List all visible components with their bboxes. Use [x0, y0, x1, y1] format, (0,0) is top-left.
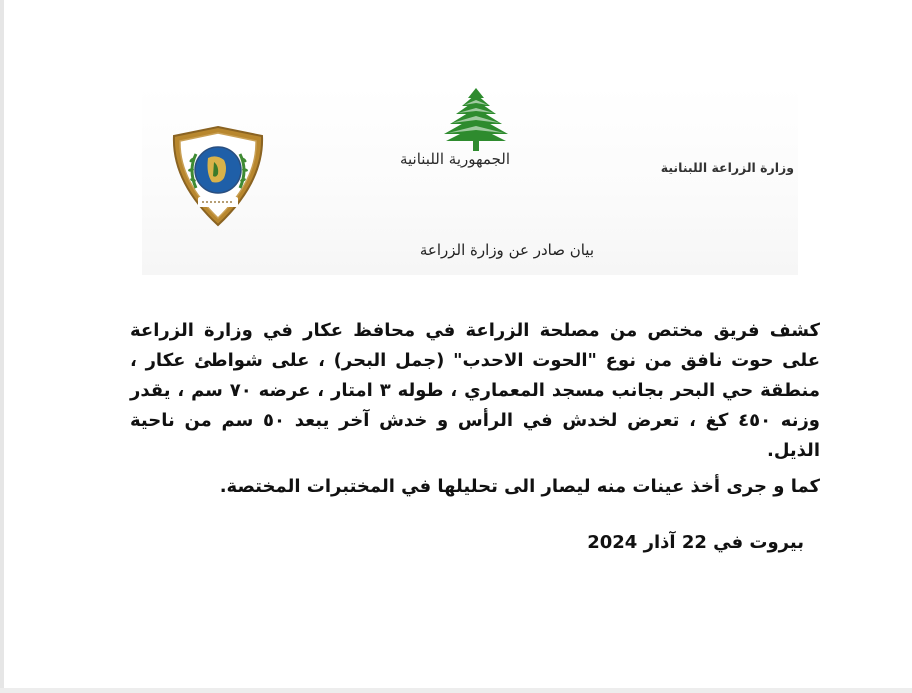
ministry-seal-icon: [166, 124, 270, 228]
statement-paragraph: كما و جرى أخذ عينات منه ليصار الى تحليلها في المختبرات المختصة.: [219, 476, 820, 497]
ministry-name: وزارة الزراعة اللبنانية: [660, 160, 794, 175]
statement-paragraph: كشف فريق مختص من مصلحة الزراعة في محافظ عكار في وزارة الزراعة على حوت نافق من نوع "الحوت الاحدب" (جمل البحر) ، على شواطئ عكار ، منطقة حي البحر بجانب مسجد المعماري ، طوله ٣ امتار ، عرضه ٧٠ سم ، يقدر وزنه ٤٥٠ كغ ، تعرض لخدش في الرأس و خدش آخر يبعد ٥٠ سم من ناحية الذيل.: [130, 320, 821, 461]
dateline: بيروت في 22 آذار 2024: [587, 532, 804, 553]
page-edge-left: [0, 0, 4, 693]
page-edge-bottom: [0, 688, 912, 693]
republic-name: الجمهورية اللبنانية: [399, 150, 511, 168]
cedar-icon: [440, 86, 512, 152]
statement-title: بيان صادر عن وزارة الزراعة: [419, 241, 594, 259]
statement-body: [130, 316, 820, 502]
